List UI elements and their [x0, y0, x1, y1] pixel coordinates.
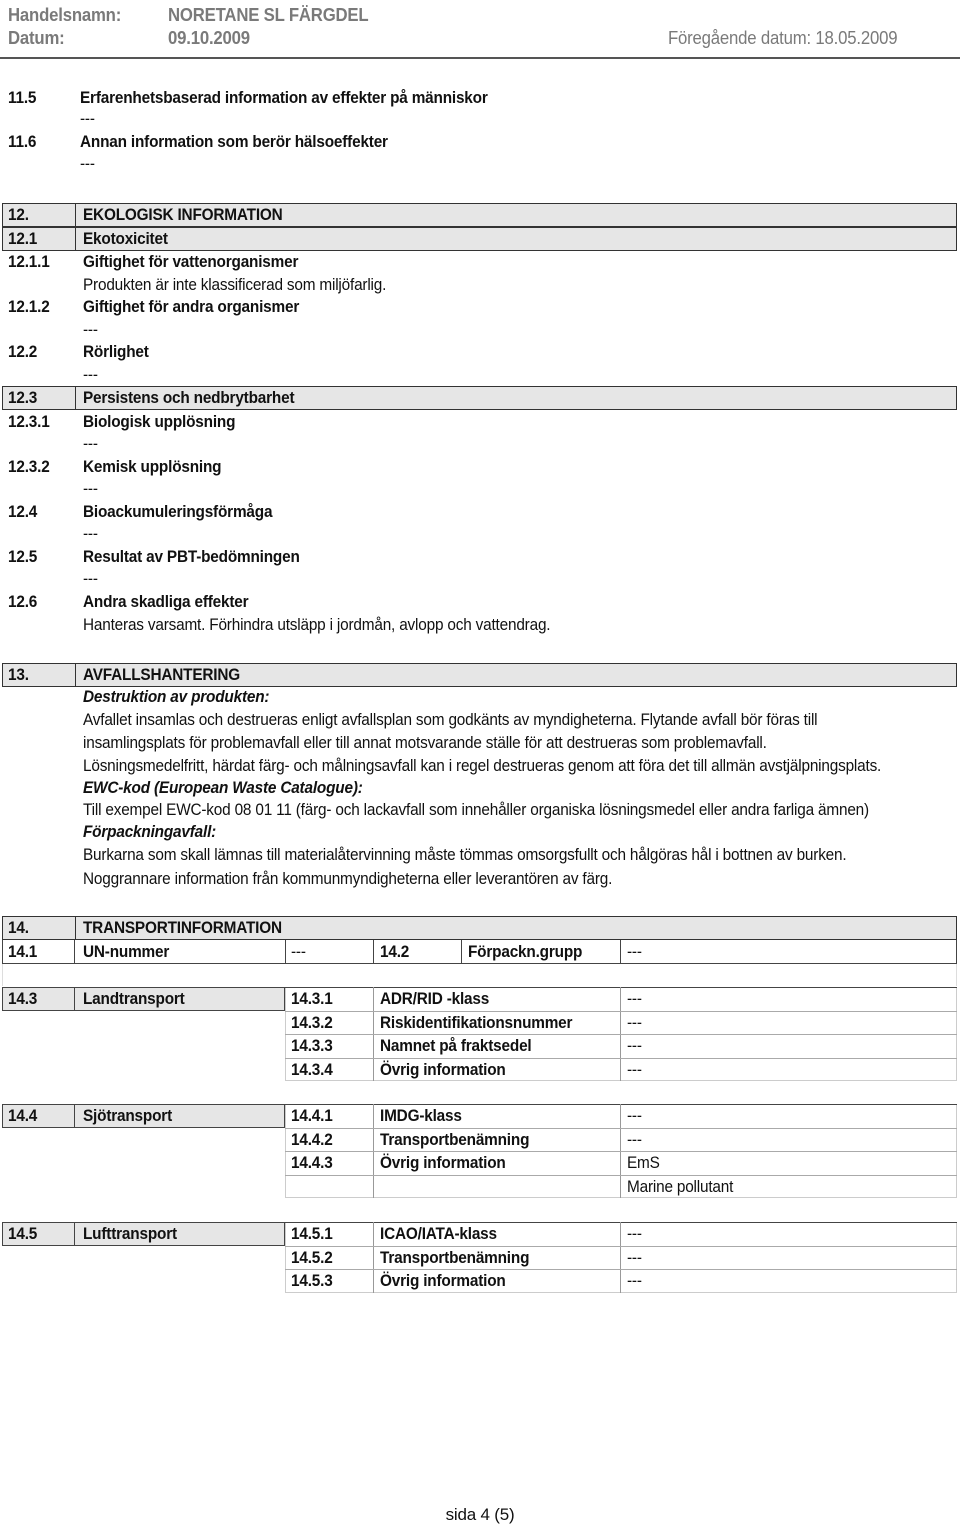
divider [285, 940, 286, 964]
transport-row-label: Namnet på fraktsedel [380, 1037, 532, 1055]
item-value: Produkten är inte klassificerad som miljöfarlig. [83, 276, 387, 294]
transport-row-label: ADR/RID -klass [380, 990, 490, 1008]
packing-group-label: Förpackn.grupp [468, 943, 583, 961]
item-value: --- [83, 525, 98, 543]
item-number: 12.4 [8, 503, 38, 521]
section-12-number: 12. [8, 206, 29, 224]
transport-group-number: 14.3 [8, 990, 38, 1008]
item-number: 12.3.1 [8, 413, 50, 431]
transport-row-label: Riskidentifikationsnummer [380, 1014, 573, 1032]
section-12-1-title: Ekotoxicitet [83, 230, 168, 248]
un-number-label: UN-nummer [83, 943, 170, 961]
transport-row-label: ICAO/IATA-klass [380, 1225, 497, 1243]
packing-group-num: 14.2 [380, 943, 410, 961]
item-number: 12.1.1 [8, 253, 50, 271]
spacer [2, 964, 957, 986]
transport-row-label: Övrig information [380, 1272, 506, 1290]
section-13-number: 13. [8, 666, 29, 684]
packing-group-value: --- [627, 943, 642, 961]
destruction-line: insamlingsplats för problemavfall eller till annat motsvarande ställe för att destrueras som problemavfall. [83, 734, 767, 752]
section-12-1-number: 12.1 [8, 230, 38, 248]
item-number: 11.5 [8, 89, 37, 107]
transport-row-value: --- [627, 1131, 642, 1149]
item-value: --- [83, 435, 98, 453]
section-14-number: 14. [8, 919, 29, 937]
ewc-text: Till exempel EWC-kod 08 01 11 (färg- och lackavfall som innehåller organiska lösningsmedel eller andra farliga ämnen) [83, 801, 869, 819]
header-divider [0, 57, 960, 59]
item-value: Hanteras varsamt. Förhindra utsläpp i jordmån, avlopp och vattendrag. [83, 616, 551, 634]
page-number: sida 4 (5) [445, 1505, 515, 1524]
transport-row-number: 14.5.3 [291, 1272, 333, 1290]
item-title: Giftighet för vattenorganismer [83, 253, 299, 271]
previous-date: Föregående datum: 18.05.2009 [668, 28, 898, 48]
transport-row-number: 14.4.1 [291, 1107, 333, 1125]
divider [373, 1222, 374, 1293]
destruction-line: Lösningsmedelfritt, härdat färg- och målningsavfall kan i regel destrueras genom att föra det till allmän avstjälpningsplats. [83, 757, 882, 775]
transport-group-label: Landtransport [83, 990, 185, 1008]
transport-row-number: 14.3.4 [291, 1061, 333, 1079]
transport-row-number: 14.3.3 [291, 1037, 333, 1055]
item-title: Annan information som berör hälsoeffekter [80, 133, 388, 151]
transport-row-value: --- [627, 990, 642, 1008]
transport-row-label: Transportbenämning [380, 1249, 530, 1267]
transport-row-number: 14.5.2 [291, 1249, 333, 1267]
item-title: Giftighet för andra organismer [83, 298, 300, 316]
divider [620, 1222, 621, 1293]
transport-group-label: Lufttransport [83, 1225, 177, 1243]
divider [74, 1104, 75, 1128]
item-number: 12.2 [8, 343, 38, 361]
divider [373, 940, 374, 964]
item-title: Andra skadliga effekter [83, 593, 249, 611]
transport-row-value: --- [627, 1014, 642, 1032]
item-title: Kemisk upplösning [83, 458, 222, 476]
item-number: 11.6 [8, 133, 37, 151]
un-number-label-num: 14.1 [8, 943, 38, 961]
packaging-heading: Förpackningavfall: [83, 823, 217, 841]
document-header [0, 0, 960, 55]
transport-row-number: 14.4.3 [291, 1154, 333, 1172]
trade-name-label: Handelsnamn: [8, 5, 122, 25]
transport-row-label: Transportbenämning [380, 1131, 530, 1149]
transport-row-label: IMDG-klass [380, 1107, 462, 1125]
transport-row-value: Marine pollutant [627, 1178, 734, 1196]
destruction-line: Avfallet insamlas och destrueras enligt avfallsplan som godkänts av myndigheterna. Flytande avfall bör föras till [83, 711, 818, 729]
item-number: 12.3 [8, 389, 38, 407]
destruction-heading: Destruktion av produkten: [83, 688, 270, 706]
item-value: --- [83, 570, 98, 588]
transport-row-value: --- [627, 1061, 642, 1079]
packaging-line: Noggrannare information från kommunmyndigheterna eller leverantören av färg. [83, 870, 613, 888]
divider [74, 1222, 75, 1246]
divider [2, 1104, 957, 1105]
transport-row-value: --- [627, 1272, 642, 1290]
item-title: Persistens och nedbrytbarhet [83, 389, 295, 407]
item-title: Biologisk upplösning [83, 413, 236, 431]
item-value: --- [83, 366, 98, 384]
transport-group-number: 14.5 [8, 1225, 38, 1243]
item-title: Bioackumuleringsförmåga [83, 503, 273, 521]
item-value: --- [80, 155, 95, 173]
transport-group-label: Sjötransport [83, 1107, 173, 1125]
item-number: 12.3.2 [8, 458, 50, 476]
divider [74, 987, 75, 1011]
item-value: --- [83, 321, 98, 339]
transport-row-value: --- [627, 1107, 642, 1125]
transport-row-value: EmS [627, 1154, 660, 1172]
transport-row-value: --- [627, 1249, 642, 1267]
un-number-value: --- [291, 943, 306, 961]
section-13-title: AVFALLSHANTERING [83, 666, 241, 684]
transport-row-value: --- [627, 1037, 642, 1055]
transport-row-label: Övrig information [380, 1154, 506, 1172]
item-value: --- [80, 110, 95, 128]
transport-row-number: 14.4.2 [291, 1131, 333, 1149]
transport-row-number: 14.3.2 [291, 1014, 333, 1032]
divider [620, 940, 621, 964]
date-value: 09.10.2009 [168, 28, 250, 48]
item-number: 12.5 [8, 548, 38, 566]
item-title: Resultat av PBT-bedömningen [83, 548, 300, 566]
item-number: 12.6 [8, 593, 38, 611]
transport-group-number: 14.4 [8, 1107, 38, 1125]
divider [461, 940, 462, 964]
item-value: --- [83, 480, 98, 498]
date-label: Datum: [8, 28, 65, 48]
trade-name-value: NORETANE SL FÄRGDEL [168, 5, 369, 25]
divider [74, 940, 75, 964]
transport-row-number: 14.3.1 [291, 990, 333, 1008]
section-12-title: EKOLOGISK INFORMATION [83, 206, 283, 224]
transport-row-label: Övrig information [380, 1061, 506, 1079]
transport-row-value: --- [627, 1225, 642, 1243]
ewc-heading: EWC-kod (European Waste Catalogue): [83, 779, 363, 797]
transport-row-number: 14.5.1 [291, 1225, 333, 1243]
item-title: Erfarenhetsbaserad information av effekter på människor [80, 89, 488, 107]
item-number: 12.1.2 [8, 298, 50, 316]
packaging-line: Burkarna som skall lämnas till materialåtervinning måste tömmas omsorgsfullt och hålgöras hål i bottnen av burken. [83, 846, 847, 864]
divider [285, 1175, 957, 1176]
section-14-title: TRANSPORTINFORMATION [83, 919, 282, 937]
item-title: Rörlighet [83, 343, 149, 361]
